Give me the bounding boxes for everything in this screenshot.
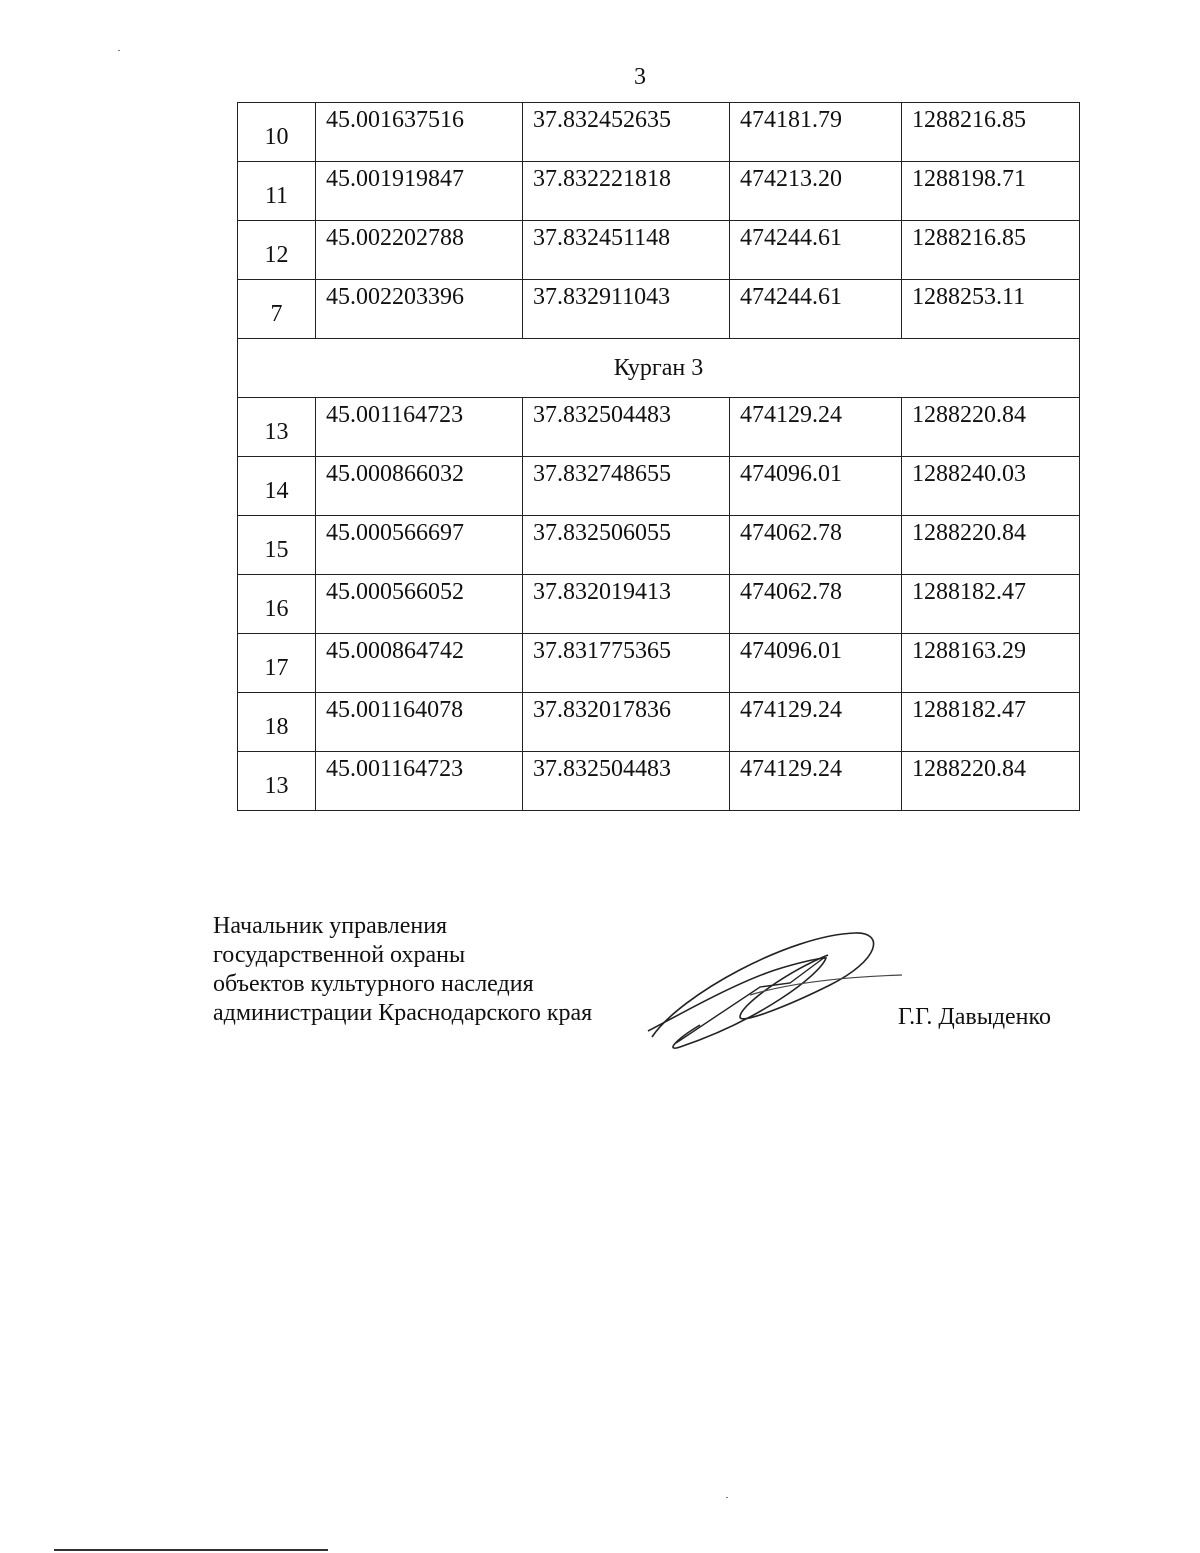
x-coordinate-cell: 474062.78 bbox=[730, 516, 902, 575]
table-row bbox=[238, 162, 1080, 221]
y-coordinate-cell: 1288220.84 bbox=[902, 398, 1080, 457]
y-coordinate-cell: 1288198.71 bbox=[902, 162, 1080, 221]
latitude-cell: 45.000566697 bbox=[316, 516, 523, 575]
signer-name: Г.Г. Давыденко bbox=[898, 1004, 1051, 1030]
longitude-cell: 37.832451148 bbox=[523, 221, 730, 280]
longitude-cell: 37.832504483 bbox=[523, 398, 730, 457]
longitude-cell: 37.832019413 bbox=[523, 575, 730, 634]
table-row bbox=[238, 457, 1080, 516]
point-number-cell: 14 bbox=[238, 457, 316, 516]
scan-speck bbox=[118, 50, 120, 51]
page-number: 3 bbox=[634, 64, 646, 90]
y-coordinate-cell: 1288253.11 bbox=[902, 280, 1080, 339]
point-number-cell: 15 bbox=[238, 516, 316, 575]
longitude-cell: 37.832452635 bbox=[523, 103, 730, 162]
y-coordinate-cell: 1288220.84 bbox=[902, 752, 1080, 811]
y-coordinate-cell: 1288182.47 bbox=[902, 693, 1080, 752]
table-row bbox=[238, 575, 1080, 634]
signer-position-line: администрации Краснодарского края bbox=[213, 1000, 593, 1026]
latitude-cell: 45.001164078 bbox=[316, 693, 523, 752]
signer-position-line: Начальник управления bbox=[213, 913, 448, 939]
x-coordinate-cell: 474129.24 bbox=[730, 398, 902, 457]
table-row bbox=[238, 103, 1080, 162]
y-coordinate-cell: 1288216.85 bbox=[902, 221, 1080, 280]
latitude-cell: 45.001164723 bbox=[316, 398, 523, 457]
point-number-cell: 13 bbox=[238, 752, 316, 811]
x-coordinate-cell: 474244.61 bbox=[730, 280, 902, 339]
longitude-cell: 37.831775365 bbox=[523, 634, 730, 693]
x-coordinate-cell: 474244.61 bbox=[730, 221, 902, 280]
point-number-cell: 13 bbox=[238, 398, 316, 457]
point-number-cell: 7 bbox=[238, 280, 316, 339]
x-coordinate-cell: 474129.24 bbox=[730, 693, 902, 752]
longitude-cell: 37.832506055 bbox=[523, 516, 730, 575]
latitude-cell: 45.000566052 bbox=[316, 575, 523, 634]
longitude-cell: 37.832911043 bbox=[523, 280, 730, 339]
signer-position bbox=[213, 912, 592, 1028]
scan-speck bbox=[726, 1497, 728, 1498]
table-row bbox=[238, 752, 1080, 811]
x-coordinate-cell: 474096.01 bbox=[730, 457, 902, 516]
table-row bbox=[238, 693, 1080, 752]
latitude-cell: 45.000866032 bbox=[316, 457, 523, 516]
point-number-cell: 17 bbox=[238, 634, 316, 693]
x-coordinate-cell: 474096.01 bbox=[730, 634, 902, 693]
section-title: Курган 3 bbox=[238, 339, 1080, 398]
y-coordinate-cell: 1288216.85 bbox=[902, 103, 1080, 162]
point-number-cell: 10 bbox=[238, 103, 316, 162]
handwritten-signature bbox=[640, 925, 910, 1055]
table-row bbox=[238, 221, 1080, 280]
table-row bbox=[238, 398, 1080, 457]
longitude-cell: 37.832017836 bbox=[523, 693, 730, 752]
signer-position-line: объектов культурного наследия bbox=[213, 971, 534, 997]
y-coordinate-cell: 1288182.47 bbox=[902, 575, 1080, 634]
point-number-cell: 11 bbox=[238, 162, 316, 221]
latitude-cell: 45.001637516 bbox=[316, 103, 523, 162]
point-number-cell: 18 bbox=[238, 693, 316, 752]
point-number-cell: 12 bbox=[238, 221, 316, 280]
latitude-cell: 45.002202788 bbox=[316, 221, 523, 280]
signer-position-line: государственной охраны bbox=[213, 942, 466, 968]
coordinates-table bbox=[237, 102, 1080, 811]
point-number-cell: 16 bbox=[238, 575, 316, 634]
longitude-cell: 37.832748655 bbox=[523, 457, 730, 516]
x-coordinate-cell: 474062.78 bbox=[730, 575, 902, 634]
x-coordinate-cell: 474129.24 bbox=[730, 752, 902, 811]
y-coordinate-cell: 1288220.84 bbox=[902, 516, 1080, 575]
latitude-cell: 45.001919847 bbox=[316, 162, 523, 221]
longitude-cell: 37.832504483 bbox=[523, 752, 730, 811]
longitude-cell: 37.832221818 bbox=[523, 162, 730, 221]
y-coordinate-cell: 1288240.03 bbox=[902, 457, 1080, 516]
table-row bbox=[238, 634, 1080, 693]
table-row bbox=[238, 280, 1080, 339]
latitude-cell: 45.001164723 bbox=[316, 752, 523, 811]
table-row bbox=[238, 516, 1080, 575]
section-header-row bbox=[238, 339, 1080, 398]
footer-divider bbox=[54, 1549, 328, 1551]
x-coordinate-cell: 474181.79 bbox=[730, 103, 902, 162]
latitude-cell: 45.000864742 bbox=[316, 634, 523, 693]
y-coordinate-cell: 1288163.29 bbox=[902, 634, 1080, 693]
x-coordinate-cell: 474213.20 bbox=[730, 162, 902, 221]
latitude-cell: 45.002203396 bbox=[316, 280, 523, 339]
coordinates-table-body bbox=[238, 103, 1080, 811]
